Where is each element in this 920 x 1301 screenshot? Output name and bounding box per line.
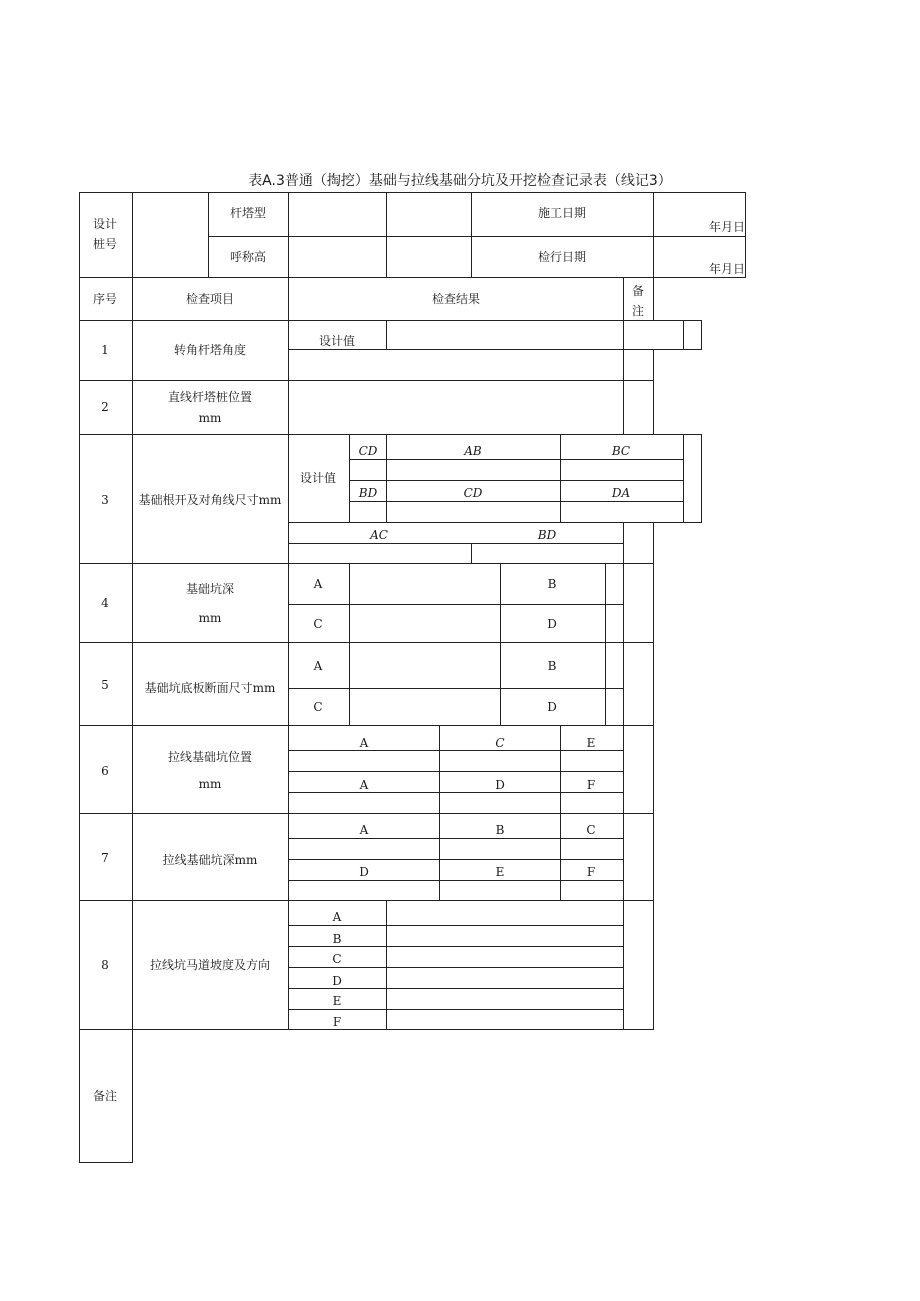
row-5-label-a: A: [313, 659, 323, 673]
inspection-date-ymd: 年月日: [709, 262, 746, 276]
row-7-number: 7: [101, 851, 109, 865]
seq-column-header: 序号: [92, 292, 118, 306]
construction-date-label: 施工日期: [537, 206, 587, 220]
row-3-label-cd-2: CD: [463, 486, 483, 500]
construction-date-ymd: 年月日: [709, 220, 746, 234]
row-2-item-unit: mm: [198, 411, 222, 425]
row-3-label-cd: CD: [358, 444, 378, 458]
row-4-label-d: D: [547, 617, 557, 631]
row-1-number: 1: [101, 343, 109, 357]
row-8-label-e: E: [332, 994, 342, 1008]
row-2-item: 直线杆塔桩位置: [167, 390, 253, 404]
row-2-number: 2: [101, 400, 109, 414]
row-3-design-label: 设计值: [299, 471, 337, 485]
row-4-number: 4: [101, 596, 109, 610]
row-4-item-unit: mm: [198, 611, 222, 625]
inspection-date-label: 检行日期: [537, 250, 587, 264]
tower-type-label: 杆塔型: [229, 206, 267, 220]
row-7-item: 拉线基础坑深mm: [162, 853, 258, 867]
row-3-label-da: DA: [611, 486, 631, 500]
row-4-label-a: A: [313, 577, 323, 591]
row-7-label-b: B: [495, 823, 505, 837]
row-3-item: 基础根开及对角线尺寸mm: [138, 493, 282, 507]
remark-column-header-2: 注: [631, 304, 645, 318]
row-6-label-d: D: [495, 778, 505, 792]
row-3-label-bd-2: BD: [537, 528, 557, 542]
row-5-number: 5: [101, 678, 109, 692]
item-column-header: 检查项目: [185, 292, 235, 306]
row-8-item: 拉线坑马道坡度及方向: [149, 958, 271, 972]
row-8-number: 8: [101, 958, 109, 972]
row-8-label-f: F: [332, 1015, 342, 1029]
page-title: 表A.3普通（掏挖）基础与拉线基础分坑及开挖检查记录表（线记3）: [248, 173, 672, 189]
row-3-label-ac: AC: [370, 528, 388, 542]
row-7-label-e: E: [495, 865, 505, 879]
row-7-label-d: D: [359, 865, 369, 879]
design-pile-label: 设计: [92, 217, 118, 231]
row-1-design-label: 设计值: [318, 334, 356, 348]
row-3-label-bd: BD: [358, 486, 378, 500]
row-6-label-a-2: A: [359, 778, 369, 792]
row-8-label-b: B: [332, 932, 342, 946]
row-5-label-d: D: [547, 700, 557, 714]
remark-column-header: 备: [631, 284, 645, 298]
row-4-item: 基础坑深: [185, 582, 235, 596]
row-7-label-f: F: [586, 865, 596, 879]
row-3-label-ab: AB: [464, 444, 482, 458]
row-1-item: 转角杆塔角度: [173, 343, 247, 357]
footer-remark-label: 备注: [92, 1089, 118, 1103]
row-5-label-c: C: [313, 700, 323, 714]
row-5-item: 基础坑底板断面尺寸mm: [144, 681, 276, 695]
row-8-label-a: A: [332, 910, 342, 924]
row-6-label-a: A: [359, 736, 369, 750]
row-7-label-a: A: [359, 823, 369, 837]
row-6-item-unit: mm: [198, 777, 222, 791]
row-3-label-bc: BC: [611, 444, 631, 458]
nominal-height-label: 呼称高: [229, 250, 267, 264]
row-6-number: 6: [101, 764, 109, 778]
row-5-label-b: B: [547, 659, 557, 673]
row-8-label-d: D: [332, 974, 342, 988]
row-6-label-c: C: [495, 736, 505, 750]
result-column-header: 检查结果: [431, 292, 481, 306]
row-8-label-c: C: [332, 952, 342, 966]
row-4-label-b: B: [547, 577, 557, 591]
row-6-item: 拉线基础坑位置: [167, 750, 253, 764]
row-6-label-e: E: [586, 736, 596, 750]
row-6-label-f: F: [586, 778, 596, 792]
row-7-label-c: C: [586, 823, 596, 837]
row-3-number: 3: [101, 493, 109, 507]
row-4-label-c: C: [313, 617, 323, 631]
design-pile-label-2: 桩号: [92, 237, 118, 251]
